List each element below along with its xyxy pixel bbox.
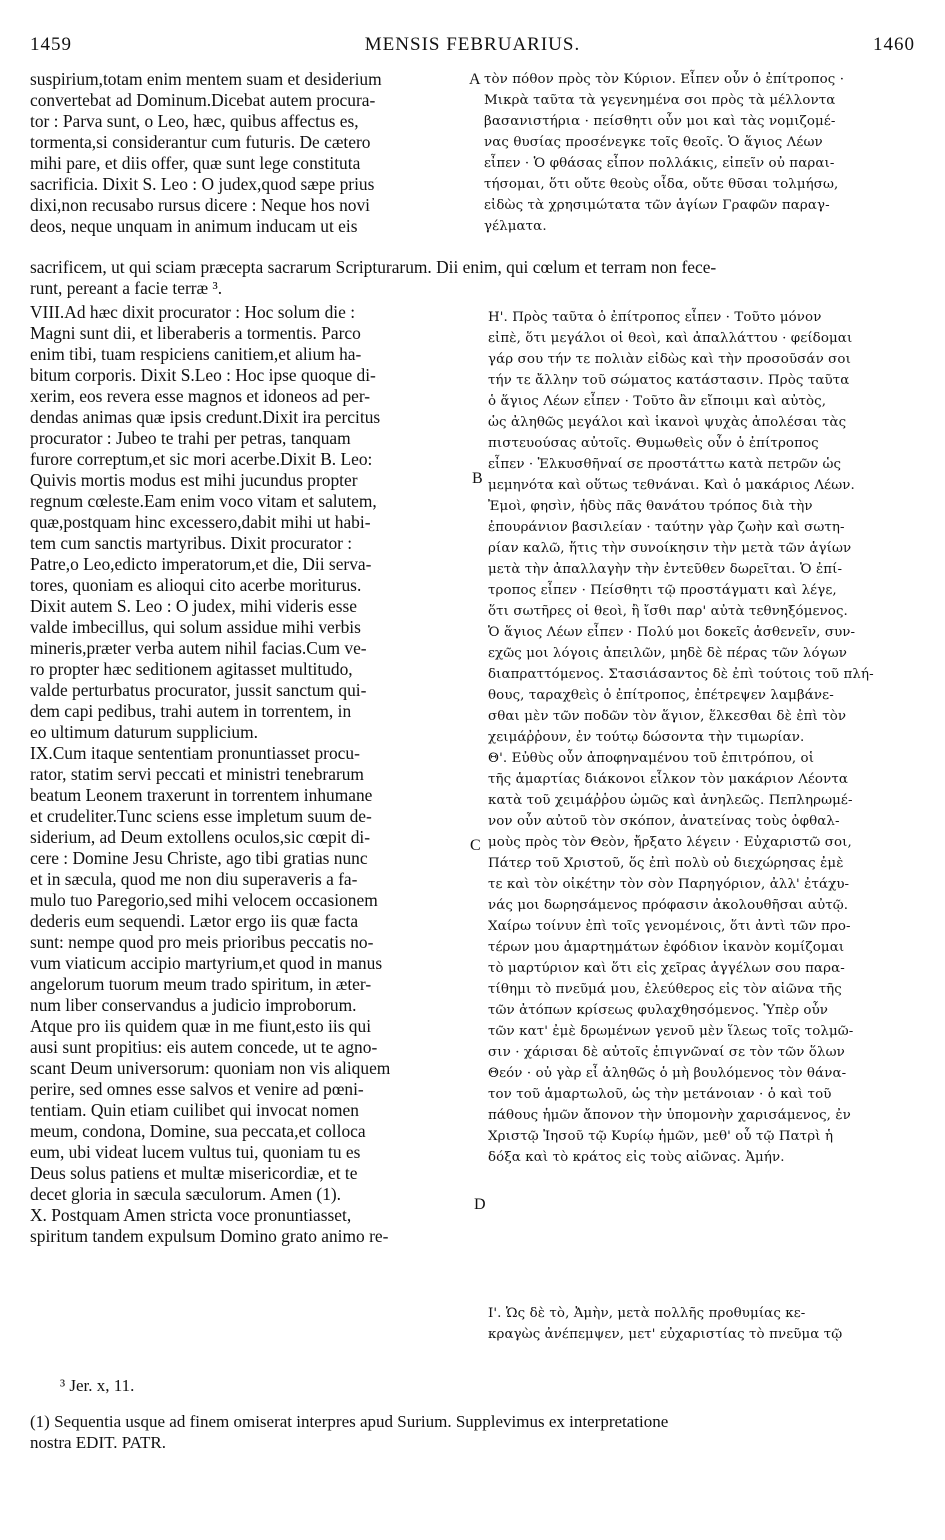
page-number-right: 1460: [873, 34, 915, 55]
text-line: sacrificem, ut qui sciam præcepta sacrarum Scripturarum. Dii enim, qui cœlum et terram non fece-: [30, 257, 717, 277]
text-line: mineris,præter verba autem nihil facias.Cum ve-: [30, 638, 367, 658]
text-line: et crudeliter.Tunc sciens esse impletum suum de-: [30, 806, 372, 826]
text-line: Μικρὰ ταῦτα τὰ γεγενημένα σοι πρὸς τὰ μέλλοντα: [484, 93, 836, 108]
text-line: dendas animas quæ ipsis credunt.Dixit ira percitus: [30, 407, 381, 427]
text-line: Ὁ ἅγιος Λέων εἶπεν · Πολύ μοι δοκεῖς ἀσθενεῖν, συν-: [488, 625, 856, 640]
text-line: dederis eum sequendi. Lætor ergo iis quæ facta: [30, 911, 359, 931]
text-line: μετὰ τὴν ἀπαλλαγὴν τὴν ἐντεῦθεν δωρεῖται. Ὁ ἐπί-: [488, 562, 843, 577]
text-line: num liber conservandus a judicio improborum.: [30, 995, 357, 1015]
text-line: σιν · χάρισαι δὲ αὐτοῖς ἐπιγνῶναί σε τὸν τῶν ὅλων: [488, 1045, 845, 1060]
text-line: εχῶς μοι λόγοις ἀπειλῶν, μηδὲ δὲ πέρας τῶν λόγων: [488, 646, 847, 661]
text-line: valde imbecillus, qui solum assidue mihi verbis: [30, 617, 361, 637]
text-line: angelorum tuorum meum trado spiritum, in æter-: [30, 974, 372, 994]
text-line: convertebat ad Dominum.Dicebat autem procura-: [30, 90, 376, 110]
text-line: τροπος εἶπεν · Πείσθητι τῷ προστάγματι καὶ λέγε,: [488, 583, 837, 598]
footnote-1-line-2: nostra EDIT. PATR.: [30, 1433, 166, 1452]
text-line: εἰπὲ, ὅτι μεγάλοι οἱ θεοὶ, καὶ ἀπαλλάττου · φείδομαι: [488, 331, 853, 346]
text-line: tores, quoniam es alioqui cito acerbe moriturus.: [30, 575, 362, 595]
text-line: eo ultimum daturum supplicium.: [30, 722, 258, 742]
text-line: κατὰ τοῦ χειμάῤῥου ὠμῶς καὶ ἀνηλεῶς. Πεπληρωμέ-: [488, 793, 853, 808]
text-line: γέλματα.: [484, 219, 547, 234]
text-line: scant Deum universorum: quoniam non vis aliquem: [30, 1058, 391, 1078]
text-line: νάς μοι δωρησάμενος πρόφασιν ἀκολουθῆσαι αὐτῷ.: [488, 898, 849, 913]
text-line: πάθους ἡμῶν ἄπονον τὴν ὑπομονὴν χαρισάμενος, ἐν: [488, 1108, 851, 1123]
text-line: τῶν κατ' ἐμὲ δρωμένων γενοῦ μὲν ἵλεως τοῖς τολμῶ-: [488, 1024, 854, 1039]
text-line: VIII.Ad hæc dixit procurator : Hoc solum die :: [30, 302, 356, 322]
text-line: ὁ ἅγιος Λέων εἶπεν · Τοῦτο ἂν εἴποιμι καὶ αὐτὸς,: [488, 394, 827, 409]
section-marker-a: A: [469, 71, 481, 88]
text-line: θους, ταραχθεὶς ὁ ἐπίτροπος, ἐπέτρεψεν λαμβάνε-: [488, 688, 834, 703]
page-header: [30, 34, 915, 62]
text-line: quæ,postquam hinc excessero,dabit mihi ut habi-: [30, 512, 371, 532]
text-line: νας θυσίας προσένεγκε τοῖς θεοῖς. Ὁ ἅγιος Λέων: [484, 135, 823, 150]
text-line: deos, neque unquam in animum inducam ut eis: [30, 216, 358, 236]
text-line: IX.Cum itaque sententiam pronuntiasset procu-: [30, 743, 360, 763]
text-line: κραγὼς ἀνέπεμψεν, μετ' εὐχαριστίας τὸ πνεῦμα τῷ: [488, 1327, 843, 1342]
text-line: ὡς ἀληθῶς μεγάλοι καὶ ἱκανοὶ ψυχὰς ἀπολέσαι τὰς: [488, 415, 847, 430]
running-title: MENSIS FEBRUARIUS.: [364, 34, 581, 55]
text-line: βασανιστήρια · πείσθητι οὖν μοι καὶ τὰς νομιζομέ-: [484, 114, 836, 129]
text-line: τὸν πόθον πρὸς τὸν Κύριον. Εἶπεν οὖν ὁ ἐπίτροπος ·: [484, 72, 845, 87]
text-line: εἰδὼς τὰ χρησιμώτατα τῶν ἁγίων Γραφῶν παραγ-: [484, 198, 830, 213]
text-line: tentiam. Quin etiam cuilibet qui invocat nomen: [30, 1100, 359, 1120]
text-line: Ι'. Ὡς δὲ τὸ, Ἀμὴν, μετὰ πολλῆς προθυμίας κε-: [488, 1306, 806, 1321]
text-line: Ἐμοὶ, φησὶν, ἡδὺς πᾶς θανάτου τρόπος διὰ τὴν: [488, 499, 813, 514]
text-line: διαπραττόμενος. Στασιάσαντος δὲ ἐπὶ τούτοις τοῦ πλή-: [488, 667, 874, 682]
text-line: valde perturbatus procurator, jussit sanctum qui-: [30, 680, 367, 700]
text-line: tem cum sanctis martyribus. Dixit procurator :: [30, 533, 353, 553]
text-line: χειμάῤῥουν, ἐν τούτῳ δώσοντα τὴν τιμωρίαν.: [488, 730, 805, 745]
text-line: dixi,non recusabo rursus dicere : Neque hos novi: [30, 195, 371, 215]
text-line: πιστευούσας αὐτοῖς. Θυμωθεὶς οὖν ὁ ἐπίτροπος: [488, 436, 819, 451]
text-line: Patre,o Leo,edicto imperatorum,et die, Dii serva-: [30, 554, 372, 574]
text-line: Quivis mortis modus est mihi jucundus propter: [30, 470, 358, 490]
text-line: cere : Domine Jesu Christe, ago tibi gratias nunc: [30, 848, 368, 868]
text-line: νον οὖν αὐτοῦ τὸν σκόπον, ἀνατείνας τοὺς ὀφθαλ-: [488, 814, 840, 829]
text-line: eum, ubi videat lucem vultus tui, quoniam tu es: [30, 1142, 361, 1162]
text-line: Χαίρω τοίνυν ἐπὶ τοῖς γενομένοις, ὅτι ἀντὶ τῶν προ-: [488, 919, 851, 934]
text-line: Θ'. Εὐθὺς οὖν ἀποφηναμένου τοῦ ἐπιτρόπου, οἱ: [488, 751, 815, 766]
text-line: τήσομαι, ὅτι οὔτε θεοὺς οἶδα, οὔτε θῦσαι τολμήσω,: [484, 177, 839, 192]
text-line: furore correptum,et sic mori acerbe.Dixit B. Leo:: [30, 449, 373, 469]
text-line: xerim, eos revera esse magnos et idoneos ad per-: [30, 386, 371, 406]
page-number-left: 1459: [30, 34, 72, 55]
text-line: εἶπεν · Ὁ φθάσας εἶπον πολλάκις, εἰπεῖν οὐ παραι-: [484, 156, 835, 171]
text-line: Η'. Πρὸς ταῦτα ὁ ἐπίτροπος εἶπεν · Τοῦτο μόνον: [488, 310, 822, 325]
text-line: Χριστῷ Ἰησοῦ τῷ Κυρίῳ ἡμῶν, μεθ' οὗ τῷ Πατρὶ ἡ: [488, 1129, 834, 1144]
text-line: enim tibi, tuam respiciens canitiem,et alium ha-: [30, 344, 362, 364]
text-line: Dixit autem S. Leo : O judex, mihi videris esse: [30, 596, 357, 616]
text-line: tormenta,si considerantur cum futuris. De cætero: [30, 132, 371, 152]
text-line: τέρων μου ἁμαρτημάτων ἐφόδιον ἱκανὸν κομίζομαι: [488, 940, 845, 955]
text-line: meum, condona, Domine, sua peccata,et colloca: [30, 1121, 366, 1141]
text-line: Θεόν · οὐ γὰρ εἶ ἀληθῶς ὁ μὴ βουλόμενος τὸν θάνα-: [488, 1066, 847, 1081]
text-line: suspirium,totam enim mentem suam et desiderium: [30, 69, 382, 89]
text-line: ausi sunt propitius: eis autem concede, ut te agno-: [30, 1037, 378, 1057]
text-line: τῶν ἀτόπων κρίσεως φυλαχθησόμενος. Ὑπὲρ οὖν: [488, 1003, 829, 1018]
text-line: dem capi pedibus, trahi autem in torrentem, in: [30, 701, 352, 721]
text-line: Πάτερ τοῦ Χριστοῦ, ὅς ἐπὶ πολὺ οὐ διεχώρησας ἐμὲ: [488, 856, 844, 871]
text-line: Deus solus patiens et multæ misericordiæ, et te: [30, 1163, 358, 1183]
text-line: τε καὶ τὸν οἰκέτην τὸν σὸν Παρηγόριον, ἀλλ' ἐτάχυ-: [488, 877, 850, 892]
text-line: τῆς ἁμαρτίας διάκονοι εἷλκον τὸν μακάριον Λέοντα: [488, 772, 848, 787]
text-line: sacrificia. Dixit S. Leo : O judex,quod sæpe prius: [30, 174, 375, 194]
footnote-1-line-1: (1) Sequentia usque ad finem omiserat interpres apud Surium. Supplevimus ex interpretatione: [30, 1412, 669, 1431]
text-line: δόξα καὶ τὸ κράτος εἰς τοὺς αἰῶνας. Ἀμήν.: [488, 1150, 785, 1165]
text-line: runt, pereant a facie terræ ³.: [30, 278, 223, 298]
text-line: ὅτι σωτῆρες οἱ θεοὶ, ἢ ἴσθι παρ' αὐτὰ τεθνηξόμενος.: [488, 604, 848, 619]
text-line: siderium, ad Deum extollens oculos,sic cœpit di-: [30, 827, 371, 847]
text-line: σθαι μὲν τῶν ποδῶν τὸν ἅγιον, ἕλκεσθαι δὲ ἐπὶ τὸν: [488, 709, 847, 724]
text-line: mulo tuo Paregorio,sed mihi velocem occasionem: [30, 890, 378, 910]
text-line: μεμηνότα καὶ οὕτως τεθνάναι. Καὶ ὁ μακάριος Λέων.: [488, 478, 855, 493]
text-line: εἶπεν · Ἑλκυσθῆναί σε προστάττω κατὰ πετρῶν ὡς: [488, 457, 842, 472]
text-line: μοὺς πρὸς τὸν Θεὸν, ἤρξατο λέγειν · Εὐχαριστῶ σοι,: [488, 835, 852, 850]
text-line: Atque pro iis quidem quæ in me fiunt,esto iis qui: [30, 1016, 372, 1036]
section-marker-c: C: [470, 837, 481, 854]
text-line: τον τοῦ ἁμαρτωλοῦ, ὡς τὴν μετάνοιαν · ὁ καὶ τοῦ: [488, 1087, 832, 1102]
text-line: tor : Parva sunt, o Leo, hæc, quibus affectus es,: [30, 111, 359, 131]
text-line: X. Postquam Amen stricta voce pronuntiasset,: [30, 1205, 352, 1225]
text-line: Magni sunt dii, et liberaberis a tormentis. Parco: [30, 323, 361, 343]
text-line: rator, statim servi peccati et ministri tenebrarum: [30, 764, 364, 784]
text-line: sunt: nempe quod pro meis prioribus peccatis no-: [30, 932, 374, 952]
text-line: ρίαν καλῶ, ἥτις τὴν συνοίκησιν τὴν μετὰ τῶν ἁγίων: [488, 541, 852, 556]
text-line: perire, sed omnes esse salvos et venire ad pœni-: [30, 1079, 364, 1099]
section-marker-b: B: [472, 470, 483, 487]
text-line: et in sæcula, quod me non diu superaveris a fa-: [30, 869, 358, 889]
text-line: regnum cœleste.Eam enim voco vitam et salutem,: [30, 491, 377, 511]
section-marker-d: D: [474, 1196, 486, 1213]
text-line: τήν τε ἄλλην τοῦ σώματος κατάστασιν. Πρὸς ταῦτα: [488, 373, 850, 388]
text-line: bitum corporis. Dixit S.Leo : Hoc ipse quoque di-: [30, 365, 376, 385]
text-line: procurator : Jubeo te trahi per petras, tanquam: [30, 428, 351, 448]
text-line: vum viaticum accipio martyrium,et quod in manus: [30, 953, 383, 973]
text-line: ro propter hæc seditionem agitasset multitudo,: [30, 659, 353, 679]
text-line: spiritum tandem expulsum Domino grato animo re-: [30, 1226, 389, 1246]
text-line: mihi pare, et diis offer, quæ sunt lege constituta: [30, 153, 361, 173]
text-line: τὸ μαρτύριον καὶ ὅτι εἰς χεῖρας ἀγγέλων σου παρα-: [488, 961, 845, 976]
text-line: ἐπουράνιον βασιλείαν · ταύτην γὰρ ζωὴν καὶ σωτη-: [488, 520, 845, 535]
text-line: beatum Leonem traxerunt in torrentem inhumane: [30, 785, 373, 805]
text-line: decet gloria in sæcula sæculorum. Amen (1).: [30, 1184, 342, 1204]
text-line: τίθημι τὸ πνεῦμά μου, ἐλεύθερος εἰς τὸν αἰῶνα τῆς: [488, 982, 842, 997]
footnote-3: ³ Jer. x, 11.: [60, 1376, 135, 1395]
text-line: γάρ σου τήν τε πολιὰν εἰδὼς καὶ τὴν προσοῦσάν σοι: [488, 352, 851, 367]
